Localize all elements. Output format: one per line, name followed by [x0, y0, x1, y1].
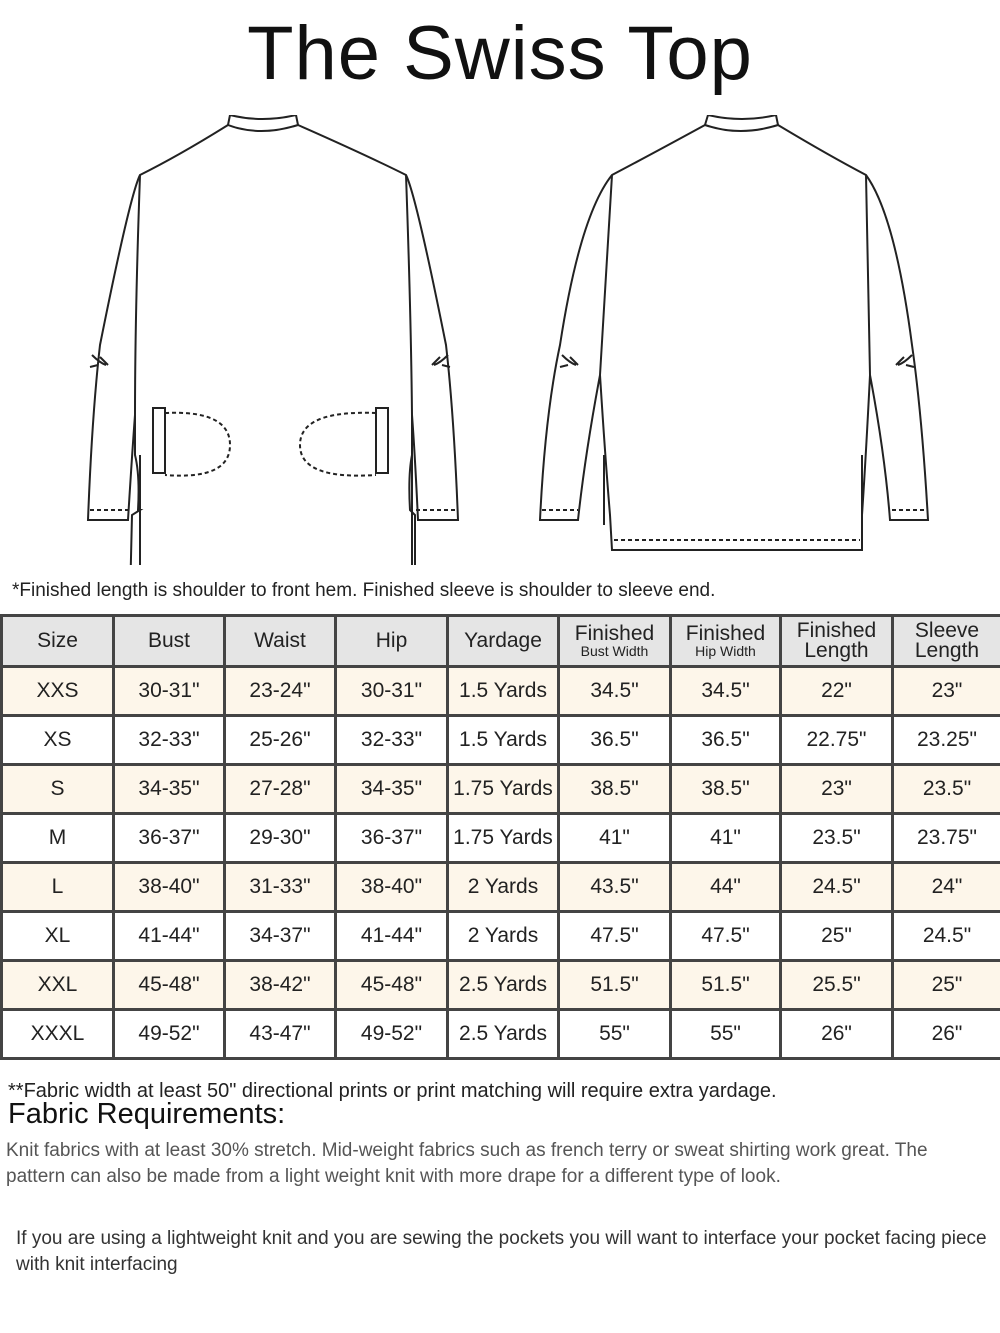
table-cell: 41-44"	[114, 912, 225, 961]
page-title: The Swiss Top	[247, 11, 753, 96]
table-cell: 31-33"	[225, 863, 336, 912]
table-cell: 24.5"	[781, 863, 893, 912]
table-cell: 38.5"	[559, 765, 671, 814]
column-header-label: Hip	[375, 629, 408, 652]
table-cell: 51.5"	[559, 961, 671, 1010]
table-cell: 34-35"	[114, 765, 225, 814]
table-cell: 32-33"	[336, 716, 448, 765]
column-header	[2, 616, 114, 667]
table-cell: 41"	[559, 814, 671, 863]
table-cell: 29-30"	[225, 814, 336, 863]
fabric-requirements-heading: Fabric Requirements:	[8, 1098, 286, 1130]
column-header-label: Size	[37, 629, 78, 652]
table-row	[2, 961, 1000, 1010]
column-header-label: Bust	[147, 629, 191, 652]
column-header	[671, 616, 781, 667]
table-cell: 38-40"	[336, 863, 448, 912]
table-cell: 2.5 Yards	[448, 961, 559, 1010]
table-cell: 25.5"	[781, 961, 893, 1010]
table-cell: 34-35"	[336, 765, 448, 814]
column-header	[559, 616, 671, 667]
table-cell: 23"	[893, 667, 1000, 716]
table-cell: 2 Yards	[448, 863, 559, 912]
table-cell: 23.5"	[893, 765, 1000, 814]
table-cell: 55"	[671, 1010, 781, 1059]
pocket-interfacing-note: If you are using a lightweight knit and you are sewing the pockets you will want to interface your pocket facing piece with knit interfacing	[16, 1228, 987, 1275]
table-cell: 36.5"	[559, 716, 671, 765]
table-cell: 45-48"	[336, 961, 448, 1010]
table-cell: 34-37"	[225, 912, 336, 961]
column-header	[336, 616, 448, 667]
table-cell: 23.5"	[781, 814, 893, 863]
table-cell: XXS	[2, 667, 114, 716]
table-cell: 47.5"	[671, 912, 781, 961]
size-chart-table	[0, 614, 1000, 1060]
table-cell: 45-48"	[114, 961, 225, 1010]
table-cell: 36-37"	[114, 814, 225, 863]
table-cell: 41-44"	[336, 912, 448, 961]
table-cell: 22"	[781, 667, 893, 716]
table-cell: 36.5"	[671, 716, 781, 765]
table-cell: 23.25"	[893, 716, 1000, 765]
fabric-requirements-text: Knit fabrics with at least 30% stretch. Mid-weight fabrics such as french terry or sweat shirting work great. The pattern can also be made from a light weight knit with more drape for a different type of look.	[6, 1140, 928, 1187]
table-row	[2, 863, 1000, 912]
column-header	[114, 616, 225, 667]
table-cell: 25-26"	[225, 716, 336, 765]
table-cell: 44"	[671, 863, 781, 912]
table-row	[2, 716, 1000, 765]
table-cell: 26"	[893, 1010, 1000, 1059]
column-header	[781, 616, 893, 667]
table-row	[2, 1010, 1000, 1059]
table-cell: 1.5 Yards	[448, 716, 559, 765]
table-cell: 23-24"	[225, 667, 336, 716]
table-row	[2, 912, 1000, 961]
table-cell: 32-33"	[114, 716, 225, 765]
table-cell: 27-28"	[225, 765, 336, 814]
table-cell: XXL	[2, 961, 114, 1010]
table-cell: 26"	[781, 1010, 893, 1059]
table-cell: 49-52"	[336, 1010, 448, 1059]
table-cell: 24"	[893, 863, 1000, 912]
column-header	[448, 616, 559, 667]
table-row	[2, 814, 1000, 863]
table-cell: 24.5"	[893, 912, 1000, 961]
table-cell: 38.5"	[671, 765, 781, 814]
table-cell: 43-47"	[225, 1010, 336, 1059]
column-header-label: Sleeve	[914, 619, 980, 642]
table-cell: XL	[2, 912, 114, 961]
table-cell: XS	[2, 716, 114, 765]
back-view-drawing	[540, 115, 928, 550]
table-cell: 25"	[893, 961, 1000, 1010]
table-cell: 2 Yards	[448, 912, 559, 961]
table-cell: 47.5"	[559, 912, 671, 961]
table-cell: 22.75"	[781, 716, 893, 765]
fabric-width-note: **Fabric width at least 50" directional prints or print matching will require extra yardage.	[8, 1080, 777, 1102]
column-header-sublabel: Length	[804, 639, 869, 662]
table-row	[2, 667, 1000, 716]
front-view-drawing	[88, 115, 458, 565]
table-cell: 41"	[671, 814, 781, 863]
table-cell: 38-40"	[114, 863, 225, 912]
garment-illustrations	[0, 115, 1000, 565]
column-header	[225, 616, 336, 667]
table-cell: 43.5"	[559, 863, 671, 912]
table-cell: 38-42"	[225, 961, 336, 1010]
table-cell: 23.75"	[893, 814, 1000, 863]
table-cell: 51.5"	[671, 961, 781, 1010]
table-cell: 1.5 Yards	[448, 667, 559, 716]
table-cell: 1.75 Yards	[448, 765, 559, 814]
table-cell: 30-31"	[336, 667, 448, 716]
table-cell: 55"	[559, 1010, 671, 1059]
table-cell: L	[2, 863, 114, 912]
table-cell: M	[2, 814, 114, 863]
column-header-label: Finished	[685, 622, 766, 645]
table-row	[2, 765, 1000, 814]
table-cell: 34.5"	[671, 667, 781, 716]
table-header-row	[2, 616, 1000, 667]
column-header-sublabel: Bust Width	[580, 643, 649, 659]
table-cell: 23"	[781, 765, 893, 814]
column-header-label: Yardage	[464, 629, 542, 652]
table-cell: 36-37"	[336, 814, 448, 863]
table-cell: 1.75 Yards	[448, 814, 559, 863]
table-cell: 30-31"	[114, 667, 225, 716]
measurement-note: *Finished length is shoulder to front hem. Finished sleeve is shoulder to sleeve end.	[12, 580, 716, 601]
table-cell: 25"	[781, 912, 893, 961]
column-header-label: Finished	[796, 619, 877, 642]
table-cell: 2.5 Yards	[448, 1010, 559, 1059]
column-header-label: Finished	[574, 622, 655, 645]
column-header-sublabel: Hip Width	[695, 643, 756, 659]
column-header	[893, 616, 1000, 667]
table-cell: 34.5"	[559, 667, 671, 716]
column-header-label: Waist	[254, 629, 306, 652]
table-cell: S	[2, 765, 114, 814]
column-header-sublabel: Length	[914, 639, 980, 662]
table-cell: 49-52"	[114, 1010, 225, 1059]
table-cell: XXXL	[2, 1010, 114, 1059]
